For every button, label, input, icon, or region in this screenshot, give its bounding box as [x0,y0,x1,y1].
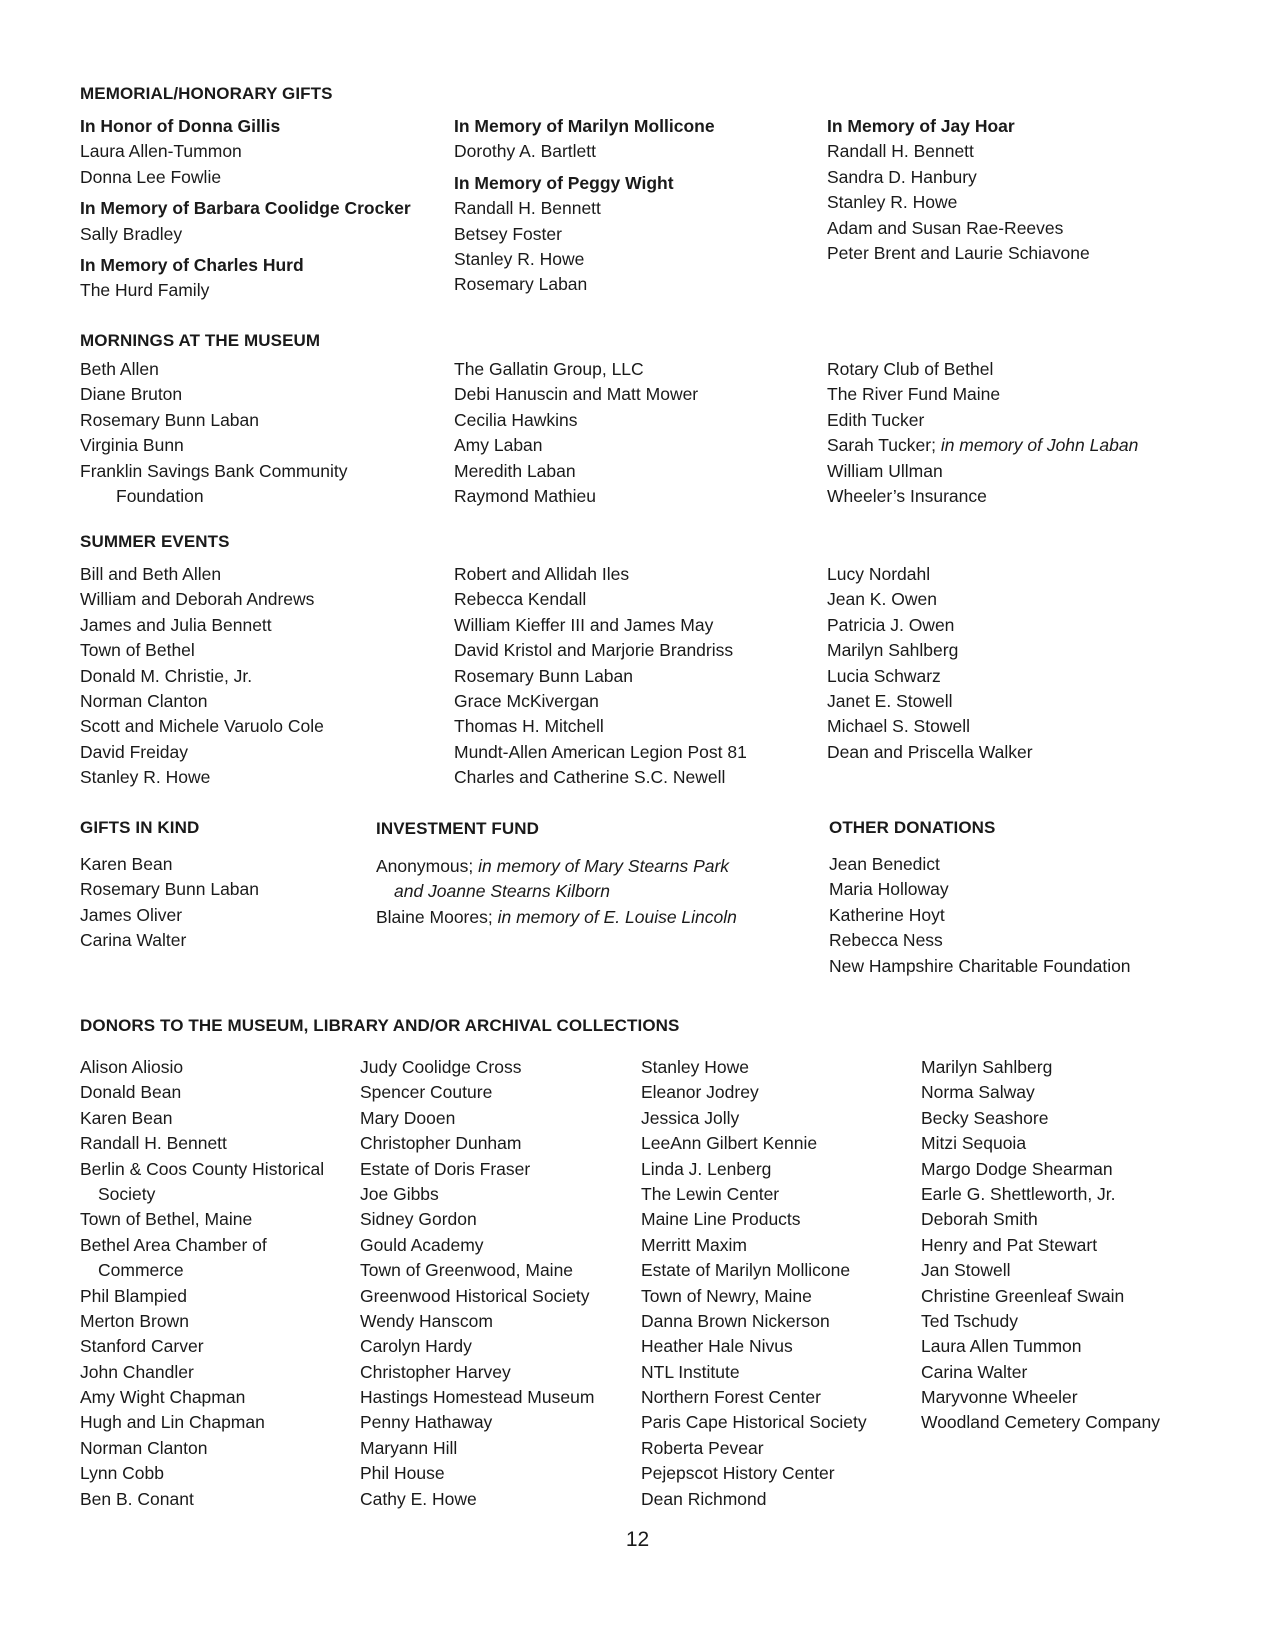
section-heading-other: OTHER DONATIONS [829,818,996,837]
list-item: Joe Gibbs [360,1183,439,1204]
list-item: Laura Allen-Tummon [80,141,242,162]
list-item: David Kristol and Marjorie Brandriss [454,640,734,661]
mornings-col-1 [80,357,347,509]
memorial-col-3 [827,114,1090,266]
collections-col-4 [921,1055,1160,1436]
list-item: Randall H. Bennett [80,1133,227,1154]
page-number: 12 [625,1528,650,1551]
list-item: Carina Walter [921,1361,1028,1382]
mornings-col-3 [827,357,1138,509]
mornings-col-2 [454,357,698,509]
list-item: Eleanor Jodrey [641,1082,759,1103]
dedication-note: in memory of John Laban [940,435,1139,456]
memorial-col-1 [80,114,411,304]
list-item: Heather Hale Nivus [641,1336,793,1357]
list-item: Mitzi Sequoia [921,1133,1027,1154]
list-item: Michael S. Stowell [827,716,970,737]
memorial-col-2 [454,114,715,298]
list-item: William and Deborah Andrews [80,589,315,610]
gifts-in-kind-list [80,852,259,954]
memorial-subheading: In Memory of Jay Hoar [827,116,1015,136]
list-item: Debi Hanuscin and Matt Mower [454,384,699,405]
memorial-subheading: In Honor of Donna Gillis [80,116,281,136]
list-item: Adam and Susan Rae-Reeves [827,217,1064,238]
list-item: Sally Bradley [80,223,183,244]
list-item: David Freiday [80,741,188,762]
list-item: Norman Clanton [80,690,208,711]
list-item: William Ullman [827,460,943,481]
list-item: Berlin & Coos County Historical [80,1158,325,1179]
list-item: Thomas H. Mitchell [454,716,604,737]
list-item: Dorothy A. Bartlett [454,141,597,162]
list-item: Laura Allen Tummon [921,1336,1082,1357]
dedication-note: in memory of Mary Stearns Park [478,856,730,876]
list-item: Lucy Nordahl [827,564,931,584]
list-item: Sidney Gordon [360,1209,477,1230]
list-item: The River Fund Maine [827,384,1001,405]
list-item: Greenwood Historical Society [360,1285,590,1306]
list-item: Carina Walter [80,930,187,951]
list-item: Foundation [116,485,204,506]
list-item: Commerce [98,1260,184,1281]
list-item: The Gallatin Group, LLC [454,359,644,379]
dedication-note: and Joanne Stearns Kilborn [394,881,610,902]
list-item: Maryann Hill [360,1437,458,1458]
list-item: Marilyn Sahlberg [921,1057,1053,1077]
list-item: Jean K. Owen [827,589,937,610]
list-item: Town of Greenwood, Maine [360,1260,574,1281]
list-item: New Hampshire Charitable Foundation [829,955,1131,976]
memorial-subheading: In Memory of Barbara Coolidge Crocker [80,198,411,219]
list-item: Danna Brown Nickerson [641,1310,830,1331]
list-item: Phil Blampied [80,1285,187,1306]
memorial-subheading: In Memory of Marilyn Mollicone [454,116,715,136]
list-item: Jan Stowell [921,1260,1011,1281]
list-item: Town of Bethel [80,640,195,661]
list-item: Hugh and Lin Chapman [80,1412,265,1433]
list-item: Christine Greenleaf Swain [921,1285,1125,1306]
list-item: Jessica Jolly [641,1107,740,1128]
list-item: Stanley R. Howe [80,767,211,788]
memorial-subheading: In Memory of Charles Hurd [80,254,304,275]
list-item: Woodland Cemetery Company [921,1412,1160,1433]
list-item: James Oliver [80,904,183,925]
collections-col-1 [80,1055,324,1512]
list-item: Phil House [360,1463,445,1484]
list-item: Merton Brown [80,1310,189,1331]
list-item: Mundt-Allen American Legion Post 81 [454,741,747,762]
list-item: Stanley R. Howe [454,248,585,269]
list-item [376,854,737,879]
list-item: Jean Benedict [829,854,940,874]
list-item: Rosemary Laban [454,274,588,295]
list-item: Katherine Hoyt [829,904,945,925]
list-item: Amy Laban [454,435,543,456]
list-item: Charles and Catherine S.C. Newell [454,767,726,788]
list-item: William Kieffer III and James May [454,614,714,635]
list-item: Paris Cape Historical Society [641,1412,867,1433]
list-item: Norman Clanton [80,1437,208,1458]
section-heading-mornings: MORNINGS AT THE MUSEUM [80,331,321,350]
list-item: Mary Dooen [360,1107,456,1128]
list-item: Penny Hathaway [360,1412,493,1433]
list-item: Spencer Couture [360,1082,493,1103]
list-item: Betsey Foster [454,223,562,244]
list-item: Diane Bruton [80,384,183,405]
list-item: Janet E. Stowell [827,690,953,711]
section-heading-gifts-in-kind: GIFTS IN KIND [80,818,200,837]
list-item: Lucia Schwarz [827,665,941,686]
list-item: Sandra D. Hanbury [827,166,977,187]
list-item: Patricia J. Owen [827,614,955,635]
list-item: Margo Dodge Shearman [921,1158,1113,1179]
list-item [376,905,737,930]
list-item: Franklin Savings Bank Community [80,460,348,481]
donor-name: Blaine Moores; [376,906,493,927]
list-item: Meredith Laban [454,460,576,481]
list-item: Rosemary Bunn Laban [454,665,633,686]
list-item: Karen Bean [80,1107,173,1128]
list-item: Rebecca Ness [829,930,943,951]
section-heading-memorial: MEMORIAL/HONORARY GIFTS [80,84,333,103]
list-item: Maria Holloway [829,879,949,900]
list-item: Beth Allen [80,359,159,379]
list-item: NTL Institute [641,1361,740,1382]
section-heading-collections: DONORS TO THE MUSEUM, LIBRARY AND/OR ARCHIVAL COLLECTIONS [80,1016,680,1035]
list-item: Christopher Dunham [360,1133,522,1154]
list-item: Marilyn Sahlberg [827,640,959,661]
list-item: Roberta Pevear [641,1437,764,1458]
list-item: Maine Line Products [641,1209,801,1230]
list-item: Cecilia Hawkins [454,409,578,430]
list-item: The Hurd Family [80,280,210,301]
list-item: Lynn Cobb [80,1463,164,1484]
list-item: Raymond Mathieu [454,485,597,506]
donor-name: Sarah Tucker; [827,435,936,456]
list-item: Robert and Allidah Iles [454,564,630,584]
list-item: Donna Lee Fowlie [80,166,222,187]
list-item: Hastings Homestead Museum [360,1387,595,1408]
list-item: Dean and Priscella Walker [827,741,1033,762]
summer-col-1 [80,562,324,791]
list-item [827,433,1138,458]
list-item: Stanley Howe [641,1057,749,1077]
list-item: Town of Bethel, Maine [80,1209,253,1230]
dedication-note: in memory of E. Louise Lincoln [497,906,737,927]
list-item: Virginia Bunn [80,435,184,456]
list-item: Ben B. Conant [80,1488,194,1509]
list-item: Rosemary Bunn Laban [80,879,259,900]
list-item: Dean Richmond [641,1488,767,1509]
collections-col-3 [641,1055,867,1512]
list-item: Rotary Club of Bethel [827,359,994,379]
list-item: Rebecca Kendall [454,589,587,610]
list-item: Randall H. Bennett [454,198,601,219]
list-item: Scott and Michele Varuolo Cole [80,716,324,737]
list-item: Deborah Smith [921,1209,1038,1230]
list-item: Norma Salway [921,1082,1035,1103]
list-item: Amy Wight Chapman [80,1387,246,1408]
list-item: Ted Tschudy [921,1310,1018,1331]
list-item: Becky Seashore [921,1107,1049,1128]
list-item: Stanford Carver [80,1336,204,1357]
list-item: Christopher Harvey [360,1361,511,1382]
list-item: Society [98,1183,156,1204]
summer-col-3 [827,562,1033,765]
list-item: The Lewin Center [641,1183,780,1204]
list-item: Earle G. Shettleworth, Jr. [921,1183,1116,1204]
list-item: Rosemary Bunn Laban [80,409,259,430]
list-item: Judy Coolidge Cross [360,1057,522,1077]
list-item: Estate of Doris Fraser [360,1158,531,1179]
list-item: Henry and Pat Stewart [921,1234,1098,1255]
list-item: Estate of Marilyn Mollicone [641,1260,851,1281]
list-item: Merritt Maxim [641,1234,747,1255]
list-item: Bethel Area Chamber of [80,1234,267,1255]
list-item: Pejepscot History Center [641,1463,835,1484]
list-item: Randall H. Bennett [827,141,974,162]
list-item: LeeAnn Gilbert Kennie [641,1133,818,1154]
list-item: Wheeler’s Insurance [827,485,987,506]
list-item: John Chandler [80,1361,194,1382]
list-item: Gould Academy [360,1234,484,1255]
list-item: Donald M. Christie, Jr. [80,665,253,686]
list-item: Peter Brent and Laurie Schiavone [827,242,1090,263]
list-item: Cathy E. Howe [360,1488,477,1509]
list-item: Wendy Hanscom [360,1310,493,1331]
list-item: Linda J. Lenberg [641,1158,772,1179]
memorial-subheading: In Memory of Peggy Wight [454,172,674,193]
other-donations-list [829,852,1131,979]
list-item: James and Julia Bennett [80,614,272,635]
list-item: Carolyn Hardy [360,1336,472,1357]
list-item: Stanley R. Howe [827,192,958,213]
list-item: Maryvonne Wheeler [921,1387,1078,1408]
list-item: Alison Aliosio [80,1057,184,1077]
list-item: Donald Bean [80,1082,182,1103]
donor-name: Anonymous; [376,856,474,876]
list-item: Karen Bean [80,854,173,874]
section-heading-summer: SUMMER EVENTS [80,532,230,551]
collections-col-2 [360,1055,594,1512]
list-item: Northern Forest Center [641,1387,821,1408]
list-item: Town of Newry, Maine [641,1285,812,1306]
list-item: Grace McKivergan [454,690,599,711]
summer-col-2 [454,562,747,791]
list-item: Bill and Beth Allen [80,564,222,584]
list-item: Edith Tucker [827,409,925,430]
investment-list [376,854,737,930]
section-heading-investment: INVESTMENT FUND [376,819,539,838]
